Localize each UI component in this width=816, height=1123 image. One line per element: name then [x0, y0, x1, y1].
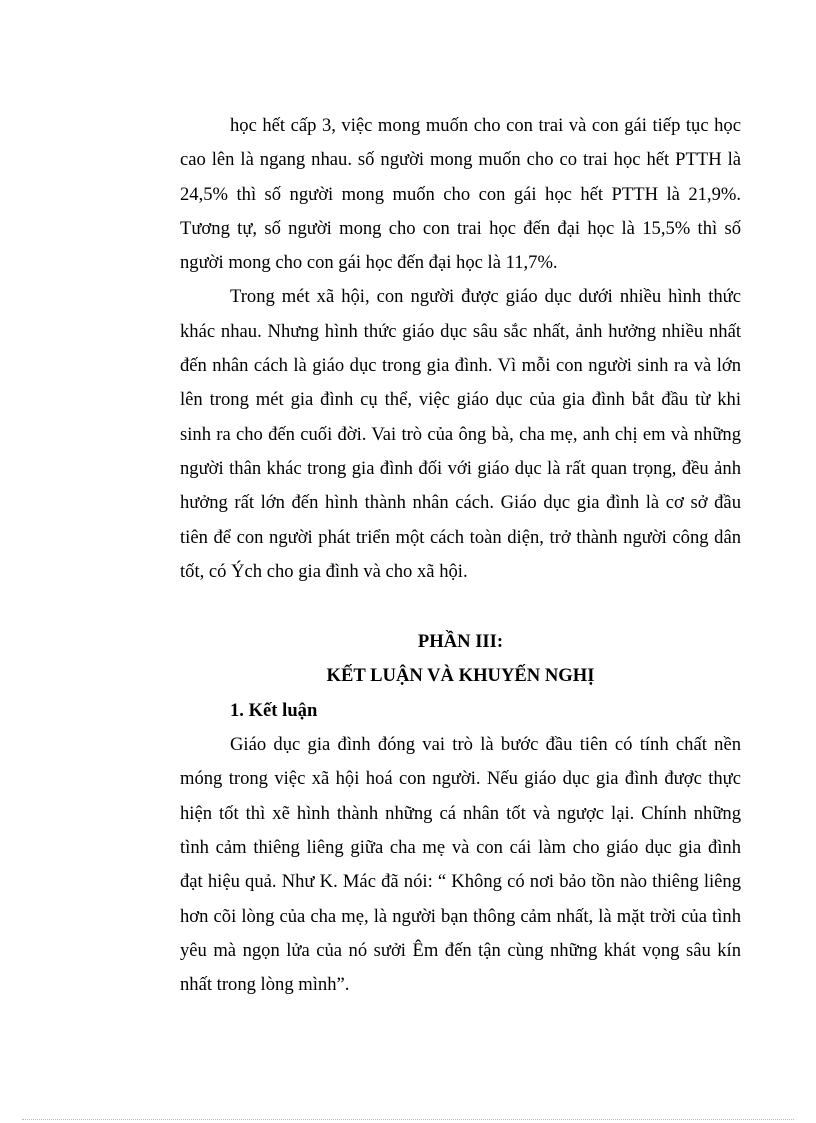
text-line: 24,5% thì số người mong muốn cho con gái học hết PTTH là 21,9%.	[180, 183, 741, 205]
paragraph-education-expectations	[180, 109, 741, 280]
text-line: Tương tự, số người mong cho con trai học đến đại học là 15,5% thì số	[180, 217, 741, 239]
text-line: sinh ra cho đến cuối đời. Vai trò của ông bà, cha mẹ, anh chị em và những	[180, 423, 741, 445]
page-bottom-divider	[22, 1119, 794, 1120]
section-heading: 1. Kết luận	[230, 699, 318, 721]
text-line: Giáo dục gia đình đóng vai trò là bước đầu tiên có tính chất nền	[230, 734, 741, 756]
paragraph-family-education	[180, 280, 741, 589]
text-line: cao lên là ngang nhau. số người mong muốn cho co trai học hết PTTH là	[180, 149, 741, 171]
part-heading: PHẦN III:	[417, 631, 504, 653]
text-line: lên trong mét gia đình cụ thể, việc giáo dục của gia đình bắt đầu từ khi	[180, 389, 741, 411]
text-line: móng trong việc xã hội hoá con người. Nếu giáo dục gia đình được thực	[180, 768, 741, 790]
text-line: nhất trong lòng mình”.	[180, 974, 350, 996]
document-page	[180, 109, 741, 1002]
text-line: học hết cấp 3, việc mong muốn cho con trai và con gái tiếp tục học	[230, 115, 741, 136]
text-line: người mong cho con gái học đến đại học là 11,7%.	[180, 252, 558, 274]
text-line: người thân khác trong gia đình đối với giáo dục là rất quan trọng, đều ảnh	[180, 457, 741, 479]
text-line: hơn cõi lòng của cha mẹ, là người bạn thông cảm nhất, là mặt trời của tình	[180, 905, 741, 927]
text-line: đến nhân cách là giáo dục trong gia đình. Vì mỗi con người sinh ra và lớn	[180, 355, 741, 377]
text-line: tình cảm thiêng liêng giữa cha mẹ và con cái làm cho giáo dục gia đình	[180, 836, 741, 858]
part-subheading: KẾT LUẬN VÀ KHUYẾN NGHỊ	[326, 665, 595, 687]
text-line: tiên để con người phát triển một cách toàn diện, trở thành người công dân	[180, 526, 741, 548]
text-line: Trong mét xã hội, con người được giáo dục dưới nhiều hình thức	[230, 286, 741, 308]
text-line: tốt, có Ých cho gia đình và cho xã hội.	[180, 560, 468, 582]
text-line: đạt hiệu quả. Như K. Mác đã nói: “ Không có nơi bảo tồn nào thiêng liêng	[180, 871, 741, 893]
text-line: hiện tốt thì xẽ hình thành những cá nhân tốt và ngược lại. Chính những	[180, 802, 741, 824]
text-line: hưởng rất lớn đến hình thành nhân cách. Giáo dục gia đình là cơ sở đầu	[180, 492, 741, 514]
paragraph-conclusion	[180, 728, 741, 1002]
text-line: yêu mà ngọn lửa của nó sưởi Êm đến tận cùng những khát vọng sâu kín	[180, 939, 741, 961]
text-line: khác nhau. Nhưng hình thức giáo dục sâu sắc nhất, ảnh hưởng nhiều nhất	[180, 320, 741, 342]
